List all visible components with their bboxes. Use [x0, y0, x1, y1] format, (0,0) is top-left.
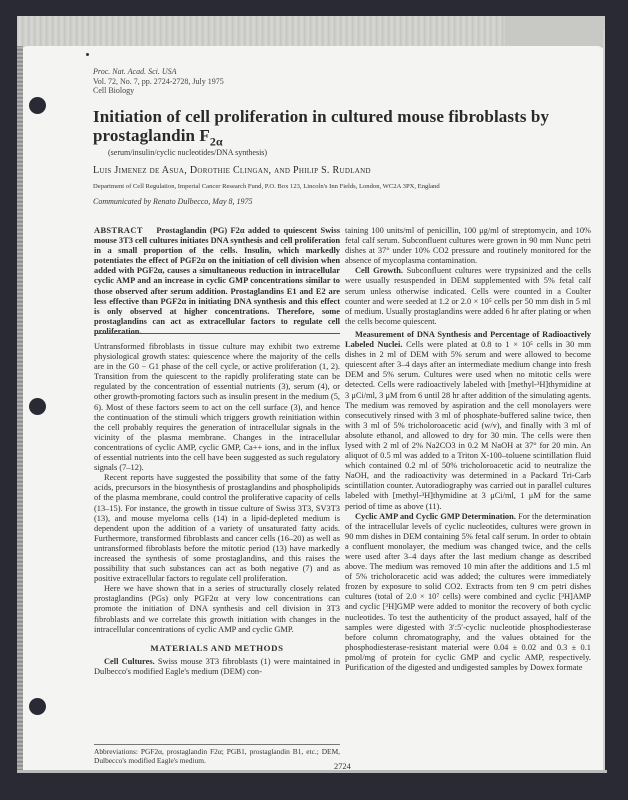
- section-text: Subconfluent cultures were trypsinized and the cells were usually resuspended in DEM supplemented with 5% fetal calf serum unless otherwise indicated. Cells were counted in a Coulter counter and were seeded at 1.2 or 2.0 × 10⁵ cells per 50 mm dish in 5 ml of medium. Usually prostaglandins were added 6 hr after plating or when the cells become quiescent.: [345, 266, 592, 326]
- runin-label: Measurement of DNA Synthesis and Percentage of Radioactively Labeled Nuclei.: [345, 329, 591, 350]
- footnote-divider: [94, 744, 340, 745]
- journal-citation: Vol. 72, No. 7, pp. 2724-2728, July 1975: [93, 76, 224, 86]
- authors: Luis Jimenez de Asua, Dorothie Clingan, and Philip S. Rudland: [93, 165, 371, 176]
- title-subscript: 2α: [209, 134, 223, 149]
- runin-label: Cell Growth.: [355, 266, 403, 276]
- section-text: For the determination of the intracellular levels of cyclic nucleotides, cultures were grown in 90 mm dishes in DEM containing 5% fetal calf serum. In order to obtain a confluent monolayer, the medium was changed twice, and the cells were used after 3–4 days after the last medium change as described above. The medium was removed 10 min after the additions and 1.5 ml of 5% tricholoracetic acid was added; the cultures were immediately frozen by exposure to solid CO2. Extracts from ten 9 cm petri dishes cultures (total of 2.0 × 10⁷ cells) were combined and cyclic [³H]AMP and cyclic [³H]GMP were added to monitor the recovery of both cyclic nucleotides. To test the authenticity of the product assayed, half of the samples were digested with 3′:5′-cyclic nucleotide phosphodiesterase before column chromatography, and the values obtained for the phosphodiesterase-resistant material were 0.04 ± 0.02 and 0.3 ± 0.1 pmol/mg of protein for cyclic GMP and cyclic AMP, respectively. Purification of the digested and undigested samples by Dowex formate: [345, 511, 591, 673]
- runin-label: Cyclic AMP and Cyclic GMP Determination.: [355, 511, 516, 521]
- intro-paragraph-2: Recent reports have suggested the possibility that some of the fatty acids, precursors in the biosynthesis of prostaglandins and phospholipids of the plasma membrane, could control the proliferative capacity of cells (13–15). For instance, the growth in tissue culture of Swiss 3T3, SV3T3 (13), and mouse myeloma cells (14) in a lipid-depleted medium is dependent upon the addition of a variety of unsaturated fatty acids. Furthermore, transformed fibroblasts and cancer cells (16–20) as well as untransformed fibroblasts before the mitotic period (13) have markedly increased the synthesis of some prostaglandins, and this raises the possibility that such substances can act as both negative (7) and as positive extracellular factors to regulate cell proliferation.: [94, 473, 340, 584]
- cell-cultures-text: Swiss mouse 3T3 fibroblasts (1) were maintained in Dulbecco's modified Eagle's medium (DEM) con-: [94, 656, 341, 676]
- abstract: [94, 226, 340, 337]
- article-title: [93, 107, 573, 149]
- abstract-text: Prostaglandin (PG) F2α added to quiescent Swiss mouse 3T3 cell cultures initiates DNA synthesis and cell proliferation in a small proportion of the cells. Insulin, which markedly potentiates the effect of PGF2α on the initiation of cell division when added with PGF2α, causes a simultaneous reduction in intracellular cyclic AMP and an increase in cyclic GMP concentrations similar to those observed after serum addition. Prostaglandins E1 and E2 are less effective than PGF2α in initiating DNA synthesis and this effect is only observed at higher concentrations. Therefore, some prostaglandins can act as extracellular factors to regulate cell proliferation.: [94, 226, 340, 336]
- footnote-abbreviations: Abbreviations: PGF2α, prostaglandin F2α; PGB1, prostaglandin B1, etc.; DEM, Dulbecco's modified Eagle's medium.: [94, 747, 340, 765]
- title-main: Initiation of cell proliferation in cultured mouse fibroblasts by prostaglandin F: [93, 107, 550, 145]
- cell-cultures-continuation: taining 100 units/ml of penicillin, 100 μg/ml of streptomycin, and 10% fetal calf serum. Subconfluent cultures were grown in 90 mm Nunc petri dishes at 37° under 10% CO2 pressure and routinely monitored for the absence of mycoplasma contamination.: [345, 226, 591, 266]
- abstract-divider: [94, 333, 340, 334]
- left-column: [94, 342, 340, 677]
- right-column: [345, 226, 591, 673]
- page-left-edge: [17, 46, 23, 770]
- intro-paragraph-1: Untransformed fibroblasts in tissue culture may exhibit two extreme physiological growth states: quiescence where the majority of the cells are in the G0 − G1 phase of the cell cycle, or active proliferation (1, 2). Transition from the quiescent to the rapidly proliferating state can be regulated by the concentration of essential nutrients (3), serum (4), or other growth-promoting factors such as insulin present in the medium (5, 6). Most of these factors seem to act on the cell surface (3), and hence the continuation of the stimuli which triggers growth reinitiation within the cell probably requires the generation of intracellular signals in the vicinity of the plasma membrane. Changes in the intracellular concentrations of cyclic AMP, cyclic GMP, Ca++ ions, and in the influx of essential nutrients into the cell have been suggested as such regulatory signals (7–12).: [94, 342, 340, 473]
- communicated-by: Communicated by Renato Dulbecco, May 8, 1975: [93, 197, 253, 206]
- punch-hole-icon: [29, 398, 46, 415]
- abstract-label: ABSTRACT: [94, 226, 143, 235]
- page-bottom-edge: [17, 770, 607, 773]
- section-heading-methods: MATERIALS AND METHODS: [150, 642, 284, 653]
- speck-mark: [86, 53, 89, 56]
- intro-paragraph-3: Here we have shown that in a series of structurally closely related prostaglandins (PGs) only PGF2α at very low concentrations can promote the initiation of DNA synthesis and cell division in 3T3 fibroblasts and we correlate this growth initiation with changes in the intracellular concentrations of cyclic AMP and cyclic GMP.: [94, 584, 340, 634]
- punch-hole-icon: [29, 698, 46, 715]
- runin-cell-cultures: Cell Cultures.: [104, 656, 155, 666]
- journal-header: [93, 67, 224, 96]
- keywords: (serum/insulin/cyclic nucleotides/DNA synthesis): [108, 148, 268, 157]
- page-right-edge: [603, 30, 605, 770]
- section-text: Cells were plated at 0.8 to 1 × 10⁵ cells in 30 mm dishes in 2 ml of DEM with 5% serum and were allowed to become quiescent after 3–4 days after an intermediate medium change into fresh DEM and 5% serum. Cultures were used when no mitotic cells were detected. Cells were radioactively labeled with [methyl-³H]thymidine at 3 μCi/ml, 3 μM from 6 until 28 hr after addition of the simulating agents. The medium was removed by aspiration and the cell monolayers were consecutively rinsed with 3 ml of phosphate-buffered saline twice, then with 3 ml of 5% tricholoroacetic acid (w/v), and finally with 3 ml of absolute ethanol, and allowed to dry for 30 min. The cells were then lysed with 2 ml of 2% Na2CO3 in 0.2 M NaOH at 37° for 20 min. An aliquot of 0.5 ml was added to a Triton X-100–toluene scintillation fluid which contained 0.2 ml of 50% tricholoroacetic acid to neutralize the NaOH, and the radioactivity was determined in a Packard Tri-Carb scintillation counter. Autoradiography was carried out in parallel cultures labeled with [methyl-³H]thymidine at 3 μCi/ml, 1 μM for the same period of time as above (11).: [345, 340, 592, 511]
- page-number: 2724: [334, 762, 351, 771]
- punch-hole-icon: [29, 97, 46, 114]
- section-cyclic-nucleotides: [345, 512, 591, 674]
- affiliation: Department of Cell Regulation, Imperial Cancer Research Fund, P.O. Box 123, Lincoln's Inn Fields, London, WC2A 3PX, England: [93, 183, 440, 190]
- journal-name: Proc. Nat. Acad. Sci. USA: [93, 67, 177, 76]
- section-dna-synthesis: [345, 330, 591, 512]
- section-cell-growth: [345, 266, 591, 327]
- journal-section: Cell Biology: [93, 86, 135, 95]
